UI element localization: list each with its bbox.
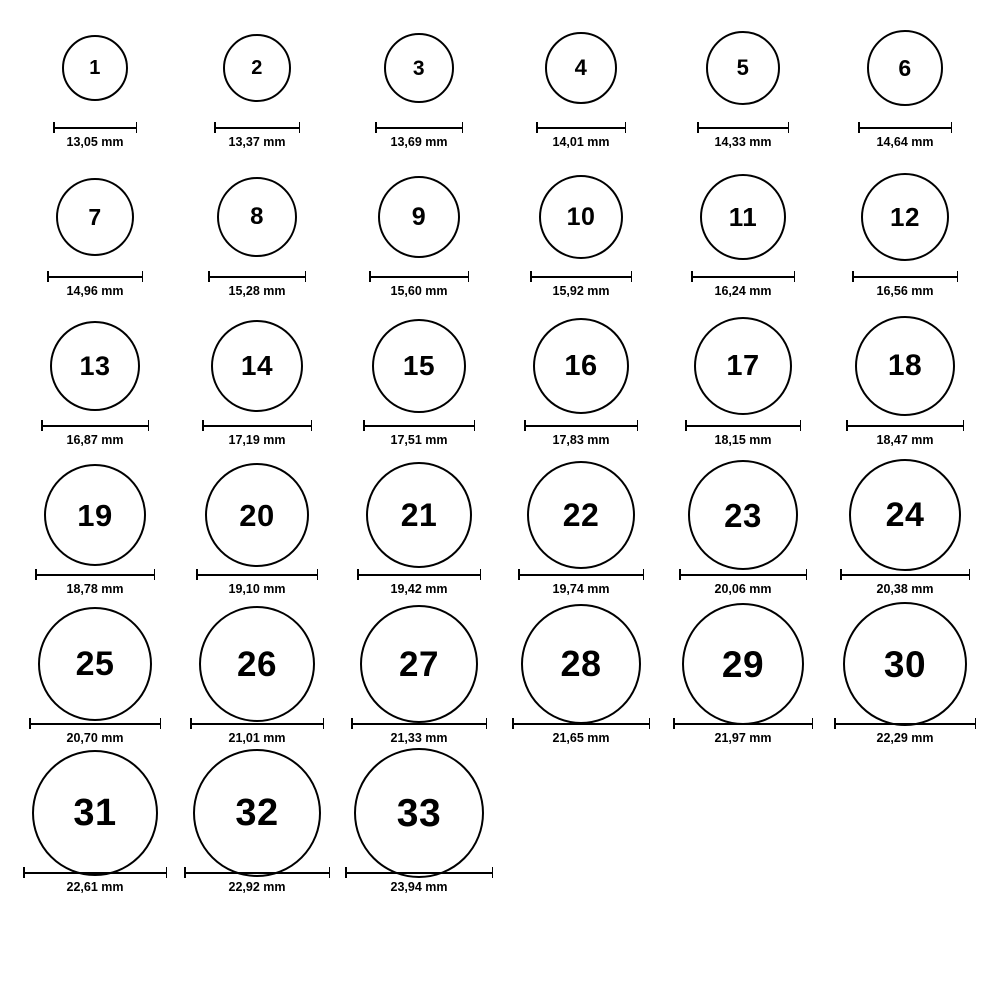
ring-circle-wrap xyxy=(521,612,641,716)
ruler-right-tick-icon xyxy=(148,420,150,431)
ruler-line-icon xyxy=(363,425,475,427)
ring-circle-wrap xyxy=(688,463,798,567)
ruler-line-icon xyxy=(190,723,324,725)
ring-diameter-ruler xyxy=(196,569,318,580)
ring-size-number: 10 xyxy=(566,202,596,231)
ring-diameter-label: 15,92 mm xyxy=(552,284,610,298)
ring-size-number: 30 xyxy=(883,643,927,685)
ring-size-number: 4 xyxy=(574,55,588,80)
ring-circle-outline[interactable] xyxy=(539,175,623,259)
ruler-line-icon xyxy=(184,872,330,874)
ruler-line-icon xyxy=(208,276,306,278)
ruler-line-icon xyxy=(375,127,463,129)
ring-circle-wrap xyxy=(211,314,303,418)
ring-circle-outline[interactable] xyxy=(378,176,460,258)
ruler-line-icon xyxy=(536,127,626,129)
ring-circle-wrap xyxy=(682,612,804,716)
ruler-line-icon xyxy=(840,574,970,576)
ruler-right-tick-icon xyxy=(468,271,470,282)
ring-diameter-ruler xyxy=(518,569,644,580)
ring-size-number: 31 xyxy=(73,792,117,834)
ring-circle-outline[interactable] xyxy=(700,174,786,260)
ring-cell[interactable] xyxy=(176,612,338,761)
ring-cell[interactable] xyxy=(176,314,338,463)
ring-cell[interactable] xyxy=(338,463,500,612)
ruler-line-icon xyxy=(196,574,318,576)
ruler-line-icon xyxy=(530,276,632,278)
ruler-line-icon xyxy=(29,723,161,725)
ring-circle-wrap xyxy=(849,463,961,567)
ruler-right-tick-icon xyxy=(631,271,633,282)
ring-circle-wrap xyxy=(193,761,321,865)
ring-size-number: 15 xyxy=(402,350,436,381)
ring-size-number: 32 xyxy=(235,792,279,834)
ring-cell[interactable] xyxy=(338,761,500,910)
ring-size-number: 16 xyxy=(564,349,598,382)
ruler-right-tick-icon xyxy=(317,569,319,580)
ring-cell[interactable] xyxy=(338,314,500,463)
ring-size-number: 18 xyxy=(887,349,923,382)
ring-diameter-label: 19,10 mm xyxy=(228,582,286,596)
ring-circle-outline[interactable] xyxy=(855,316,955,416)
ring-circle-outline[interactable] xyxy=(199,606,315,722)
ruler-right-tick-icon xyxy=(794,271,796,282)
ring-circle-wrap xyxy=(867,16,943,120)
ring-diameter-ruler xyxy=(369,271,469,282)
ring-diameter-ruler xyxy=(679,569,807,580)
ring-circle-wrap xyxy=(527,463,635,567)
ring-circle-wrap xyxy=(366,463,472,567)
ruler-line-icon xyxy=(518,574,644,576)
ring-diameter-ruler xyxy=(840,569,970,580)
ruler-line-icon xyxy=(345,872,493,874)
ring-size-number: 12 xyxy=(890,202,920,232)
ring-diameter-ruler xyxy=(536,122,626,133)
ring-diameter-label: 14,96 mm xyxy=(66,284,124,298)
ruler-right-tick-icon xyxy=(637,420,639,431)
ring-cell[interactable] xyxy=(176,761,338,910)
ruler-right-tick-icon xyxy=(812,718,814,729)
ring-diameter-label: 14,33 mm xyxy=(714,135,772,149)
ring-diameter-ruler xyxy=(524,420,638,431)
ring-diameter-ruler xyxy=(208,271,306,282)
ring-diameter-ruler xyxy=(530,271,632,282)
ruler-line-icon xyxy=(369,276,469,278)
ring-diameter-label: 18,78 mm xyxy=(66,582,124,596)
ruler-line-icon xyxy=(47,276,143,278)
ring-diameter-label: 13,37 mm xyxy=(228,135,286,149)
ring-diameter-label: 22,61 mm xyxy=(66,880,124,894)
ring-size-number: 17 xyxy=(726,349,760,382)
ruler-line-icon xyxy=(512,723,650,725)
ruler-line-icon xyxy=(691,276,795,278)
ring-size-number: 7 xyxy=(88,203,102,230)
ring-diameter-label: 23,94 mm xyxy=(390,880,448,894)
ring-diameter-ruler xyxy=(202,420,312,431)
ring-diameter-ruler xyxy=(184,867,330,878)
ring-cell[interactable] xyxy=(176,16,338,165)
ring-circle-outline[interactable] xyxy=(223,34,291,102)
ring-diameter-label: 19,74 mm xyxy=(552,582,610,596)
ring-diameter-label: 20,70 mm xyxy=(66,731,124,745)
ring-circle-outline[interactable] xyxy=(205,463,309,567)
ring-diameter-label: 22,29 mm xyxy=(876,731,934,745)
ring-diameter-ruler xyxy=(190,718,324,729)
ruler-right-tick-icon xyxy=(299,122,301,133)
ring-circle-outline[interactable] xyxy=(861,173,949,261)
ring-size-number: 8 xyxy=(250,203,264,230)
ruler-line-icon xyxy=(357,574,481,576)
ring-diameter-label: 21,65 mm xyxy=(552,731,610,745)
ring-diameter-label: 21,97 mm xyxy=(714,731,772,745)
ring-circle-outline[interactable] xyxy=(849,459,961,571)
ruler-right-tick-icon xyxy=(975,718,977,729)
ring-circle-wrap xyxy=(861,165,949,269)
ruler-line-icon xyxy=(23,872,167,874)
ring-cell[interactable] xyxy=(662,612,824,761)
ring-diameter-ruler xyxy=(697,122,789,133)
ring-size-number: 1 xyxy=(89,57,101,79)
ring-diameter-label: 14,01 mm xyxy=(552,135,610,149)
ring-diameter-ruler xyxy=(846,420,964,431)
ring-cell[interactable] xyxy=(500,314,662,463)
ring-circle-outline[interactable] xyxy=(694,317,792,415)
ring-circle-outline[interactable] xyxy=(32,750,158,876)
ruler-right-tick-icon xyxy=(329,867,331,878)
ring-diameter-label: 21,33 mm xyxy=(390,731,448,745)
ring-circle-outline[interactable] xyxy=(688,460,798,570)
ring-cell[interactable] xyxy=(500,16,662,165)
ring-size-number: 28 xyxy=(560,643,602,684)
ring-cell[interactable] xyxy=(176,165,338,314)
ring-cell[interactable] xyxy=(14,612,176,761)
ring-circle-outline[interactable] xyxy=(384,33,454,103)
ring-diameter-ruler xyxy=(23,867,167,878)
ring-cell[interactable] xyxy=(824,16,986,165)
ring-circle-wrap xyxy=(360,612,478,716)
ruler-right-tick-icon xyxy=(649,718,651,729)
ring-cell[interactable] xyxy=(14,16,176,165)
ring-diameter-ruler xyxy=(357,569,481,580)
ring-diameter-ruler xyxy=(345,867,493,878)
ring-cell[interactable] xyxy=(500,165,662,314)
ruler-line-icon xyxy=(846,425,964,427)
ruler-right-tick-icon xyxy=(462,122,464,133)
ruler-right-tick-icon xyxy=(323,718,325,729)
ring-circle-wrap xyxy=(855,314,955,418)
ring-circle-wrap xyxy=(694,314,792,418)
ring-diameter-ruler xyxy=(35,569,155,580)
ruler-right-tick-icon xyxy=(957,271,959,282)
ring-cell[interactable] xyxy=(500,612,662,761)
ring-diameter-label: 16,87 mm xyxy=(66,433,124,447)
ruler-right-tick-icon xyxy=(474,420,476,431)
ruler-right-tick-icon xyxy=(311,420,313,431)
ring-diameter-label: 15,60 mm xyxy=(390,284,448,298)
ring-circle-wrap xyxy=(50,314,140,418)
ring-circle-outline[interactable] xyxy=(50,321,140,411)
ring-circle-outline[interactable] xyxy=(354,748,484,878)
ring-diameter-label: 13,69 mm xyxy=(390,135,448,149)
ring-diameter-label: 14,64 mm xyxy=(876,135,934,149)
ring-circle-wrap xyxy=(44,463,146,567)
ring-circle-outline[interactable] xyxy=(366,462,472,568)
ring-circle-wrap xyxy=(843,612,967,716)
ruler-right-tick-icon xyxy=(166,867,168,878)
ring-cell[interactable] xyxy=(14,314,176,463)
ring-circle-outline[interactable] xyxy=(706,31,780,105)
ring-diameter-ruler xyxy=(852,271,958,282)
ruler-right-tick-icon xyxy=(969,569,971,580)
ring-circle-wrap xyxy=(372,314,466,418)
ring-cell[interactable] xyxy=(662,16,824,165)
ruler-line-icon xyxy=(214,127,300,129)
ring-diameter-label: 16,24 mm xyxy=(714,284,772,298)
ruler-line-icon xyxy=(834,723,976,725)
ring-diameter-ruler xyxy=(512,718,650,729)
ruler-line-icon xyxy=(53,127,137,129)
ring-diameter-ruler xyxy=(47,271,143,282)
ring-circle-outline[interactable] xyxy=(867,30,943,106)
ruler-right-tick-icon xyxy=(643,569,645,580)
ring-circle-outline[interactable] xyxy=(217,177,297,257)
ring-circle-outline[interactable] xyxy=(521,604,641,724)
ruler-right-tick-icon xyxy=(951,122,953,133)
ring-circle-wrap xyxy=(38,612,152,716)
ring-circle-outline[interactable] xyxy=(44,464,146,566)
ring-circle-wrap xyxy=(545,16,617,120)
ring-circle-wrap xyxy=(217,165,297,269)
ring-circle-wrap xyxy=(539,165,623,269)
ruler-line-icon xyxy=(351,723,487,725)
ruler-right-tick-icon xyxy=(142,271,144,282)
ring-circle-outline[interactable] xyxy=(372,319,466,413)
ruler-right-tick-icon xyxy=(160,718,162,729)
ruler-line-icon xyxy=(41,425,149,427)
ring-size-number: 20 xyxy=(239,497,275,533)
ruler-right-tick-icon xyxy=(136,122,138,133)
ruler-right-tick-icon xyxy=(486,718,488,729)
ring-size-number: 13 xyxy=(79,350,111,381)
ring-diameter-label: 13,05 mm xyxy=(66,135,124,149)
ruler-line-icon xyxy=(858,127,952,129)
ring-size-number: 3 xyxy=(412,56,426,80)
ring-size-number: 23 xyxy=(724,496,762,534)
ruler-right-tick-icon xyxy=(788,122,790,133)
ring-grid xyxy=(14,16,986,910)
ruler-line-icon xyxy=(852,276,958,278)
ring-diameter-label: 16,56 mm xyxy=(876,284,934,298)
ruler-right-tick-icon xyxy=(480,569,482,580)
ring-diameter-ruler xyxy=(41,420,149,431)
ring-size-number: 6 xyxy=(898,54,912,81)
ring-circle-outline[interactable] xyxy=(193,749,321,877)
ruler-line-icon xyxy=(685,425,801,427)
ring-diameter-label: 21,01 mm xyxy=(228,731,286,745)
ring-circle-wrap xyxy=(533,314,629,418)
ring-cell[interactable] xyxy=(824,612,986,761)
ring-size-number: 21 xyxy=(400,497,438,533)
ruler-right-tick-icon xyxy=(963,420,965,431)
ring-circle-outline[interactable] xyxy=(38,607,152,721)
ring-diameter-label: 18,15 mm xyxy=(714,433,772,447)
ring-diameter-label: 15,28 mm xyxy=(228,284,286,298)
ring-circle-wrap xyxy=(32,761,158,865)
ring-diameter-label: 22,92 mm xyxy=(228,880,286,894)
ring-cell[interactable] xyxy=(14,761,176,910)
ruler-right-tick-icon xyxy=(305,271,307,282)
ring-circle-outline[interactable] xyxy=(545,32,617,104)
ring-circle-outline[interactable] xyxy=(533,318,629,414)
ring-cell[interactable] xyxy=(824,165,986,314)
ring-circle-outline[interactable] xyxy=(56,178,134,256)
ring-cell[interactable] xyxy=(500,463,662,612)
ring-cell[interactable] xyxy=(176,463,338,612)
ring-size-number: 29 xyxy=(721,643,765,685)
ring-cell[interactable] xyxy=(338,612,500,761)
ring-circle-wrap xyxy=(62,16,128,120)
ring-size-number: 22 xyxy=(562,497,600,533)
ring-diameter-ruler xyxy=(858,122,952,133)
ruler-right-tick-icon xyxy=(492,867,494,878)
ring-cell[interactable] xyxy=(338,16,500,165)
ring-diameter-ruler xyxy=(29,718,161,729)
ring-circle-outline[interactable] xyxy=(682,603,804,725)
ring-cell[interactable] xyxy=(662,165,824,314)
ring-cell[interactable] xyxy=(662,463,824,612)
ring-circle-outline[interactable] xyxy=(62,35,128,101)
ring-circle-wrap xyxy=(223,16,291,120)
ring-circle-wrap xyxy=(205,463,309,567)
ring-circle-wrap xyxy=(700,165,786,269)
ring-diameter-ruler xyxy=(685,420,801,431)
ring-cell[interactable] xyxy=(14,165,176,314)
ring-size-number: 2 xyxy=(251,57,263,79)
ruler-line-icon xyxy=(202,425,312,427)
ring-diameter-ruler xyxy=(214,122,300,133)
ruler-line-icon xyxy=(524,425,638,427)
ring-diameter-ruler xyxy=(375,122,463,133)
ring-diameter-ruler xyxy=(673,718,813,729)
ring-cell[interactable] xyxy=(824,463,986,612)
ring-circle-wrap xyxy=(354,761,484,865)
ring-size-number: 14 xyxy=(240,350,274,381)
ruler-line-icon xyxy=(673,723,813,725)
ring-size-number: 11 xyxy=(728,202,758,232)
ruler-line-icon xyxy=(679,574,807,576)
ring-diameter-label: 17,51 mm xyxy=(390,433,448,447)
ring-size-number: 26 xyxy=(237,644,277,684)
ring-circle-outline[interactable] xyxy=(211,320,303,412)
ring-circle-outline[interactable] xyxy=(527,461,635,569)
ruler-line-icon xyxy=(697,127,789,129)
ring-diameter-label: 18,47 mm xyxy=(876,433,934,447)
ring-diameter-label: 17,19 mm xyxy=(228,433,286,447)
ring-diameter-ruler xyxy=(351,718,487,729)
ring-circle-outline[interactable] xyxy=(360,605,478,723)
ring-size-number: 19 xyxy=(77,497,113,533)
ring-diameter-label: 20,38 mm xyxy=(876,582,934,596)
ring-circle-wrap xyxy=(378,165,460,269)
ring-circle-wrap xyxy=(384,16,454,120)
ring-diameter-ruler xyxy=(834,718,976,729)
ring-cell[interactable] xyxy=(824,314,986,463)
ring-size-number: 5 xyxy=(736,55,750,80)
ring-cell[interactable] xyxy=(662,314,824,463)
ring-diameter-ruler xyxy=(363,420,475,431)
ruler-right-tick-icon xyxy=(806,569,808,580)
ring-circle-wrap xyxy=(706,16,780,120)
ring-size-number: 27 xyxy=(399,644,439,684)
ring-diameter-label: 19,42 mm xyxy=(390,582,448,596)
ring-diameter-label: 20,06 mm xyxy=(714,582,772,596)
ring-size-number: 24 xyxy=(885,496,925,534)
ring-size-number: 9 xyxy=(411,202,427,231)
ring-size-number: 25 xyxy=(75,645,115,683)
ruler-right-tick-icon xyxy=(625,122,627,133)
ring-diameter-label: 17,83 mm xyxy=(552,433,610,447)
ring-circle-outline[interactable] xyxy=(843,602,967,726)
ring-size-number: 33 xyxy=(396,791,442,835)
ruler-right-tick-icon xyxy=(800,420,802,431)
ring-cell[interactable] xyxy=(14,463,176,612)
ring-diameter-ruler xyxy=(53,122,137,133)
ring-circle-wrap xyxy=(199,612,315,716)
ring-diameter-ruler xyxy=(691,271,795,282)
ruler-right-tick-icon xyxy=(154,569,156,580)
ring-circle-wrap xyxy=(56,165,134,269)
ring-cell[interactable] xyxy=(338,165,500,314)
ruler-line-icon xyxy=(35,574,155,576)
